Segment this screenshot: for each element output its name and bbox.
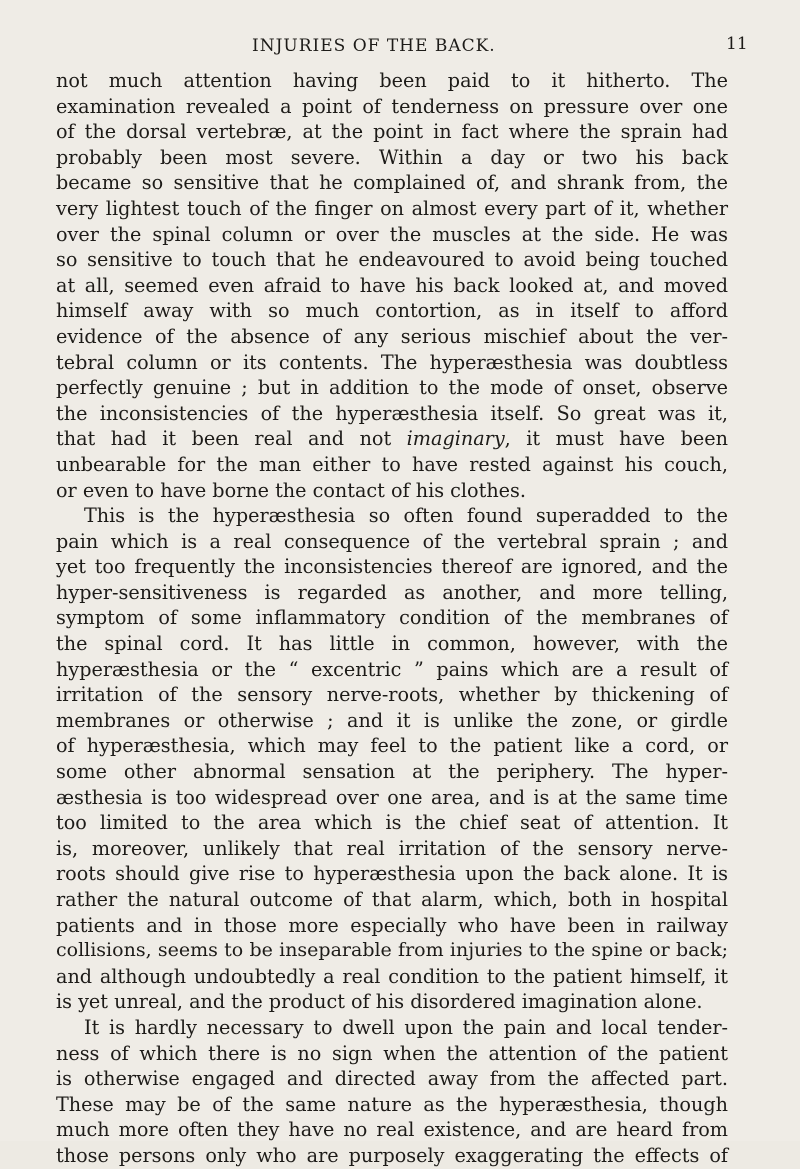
text-line: not much attention having been paid to it hitherto. The (56, 69, 728, 92)
text-line: the spinal cord. It has little in common, however, with the (56, 632, 728, 656)
text-line: patients and in those more especially who have been in railway (56, 913, 728, 937)
text-line: symptom of some inflammatory condition of the membranes of (56, 606, 728, 630)
text-line: æsthesia is too widespread over one area, and is at the same time (56, 785, 728, 809)
text-line: himself away with so much contortion, as in itself to afford (56, 299, 728, 323)
text-line: of the dorsal vertebræ, at the point in fact where the sprain had (56, 120, 728, 144)
text-line: roots should give rise to hyperæsthesia upon the back alone. It is (56, 862, 728, 886)
page-number: 11 (726, 34, 748, 54)
text-line: very lightest touch of the finger on almost every part of it, whether (56, 196, 728, 220)
text-line: This is the hyperæsthesia so often found superadded to the (84, 504, 728, 528)
text-line: These may be of the same nature as the hyperæsthesia, though (56, 1092, 728, 1116)
text-line: ness of which there is no sign when the attention of the patient (56, 1041, 728, 1065)
text-line: that had it been real and not imaginary, it must have been (56, 427, 728, 451)
text-line: unbearable for the man either to have rested against his couch, (56, 452, 728, 476)
text-line: so sensitive to touch that he endeavoured to avoid being touched (56, 248, 728, 272)
text-line: of hyperæsthesia, which may feel to the patient like a cord, or (56, 734, 728, 758)
text-line: much more often they have no real existence, and are heard from (56, 1118, 728, 1142)
text-line: is, moreover, unlikely that real irritation of the sensory nerve- (56, 836, 728, 860)
text-line: hyperæsthesia or the “ excentric ” pains which are a result of (56, 657, 728, 681)
text-line: membranes or otherwise ; and it is unlike the zone, or girdle (56, 708, 728, 732)
text-line: pain which is a real consequence of the vertebral sprain ; and (56, 529, 728, 553)
text-line: collisions, seems to be inseparable from injuries to the spine or back; (56, 939, 728, 962)
emphasis: imaginary (406, 427, 505, 451)
text-line: or even to have borne the contact of his clothes. (56, 478, 526, 502)
text-line: It is hardly necessary to dwell upon the pain and local tender- (84, 1015, 728, 1039)
text-line: yet too frequently the inconsistencies thereof are ignored, and the (56, 555, 728, 579)
text-line: is otherwise engaged and directed away from the affected part. (56, 1067, 728, 1091)
body-text (56, 68, 728, 1169)
text-line: evidence of the absence of any serious mischief about the ver- (56, 324, 728, 348)
text-line: the inconsistencies of the hyperæsthesia itself. So great was it, (56, 401, 728, 425)
text-line: became so sensitive that he complained of, and shrank from, the (56, 171, 728, 195)
text-line: some other abnormal sensation at the periphery. The hyper- (56, 760, 728, 784)
running-header: INJURIES OF THE BACK. (252, 36, 496, 56)
text-line: is yet unreal, and the product of his disordered imagination alone. (56, 990, 703, 1014)
text-line: tebral column or its contents. The hyperæsthesia was doubtless (56, 350, 728, 374)
text-line: those persons only who are purposely exaggerating the effects of (56, 1143, 728, 1167)
text-line: over the spinal column or over the muscles at the side. He was (56, 222, 728, 246)
text-line: hyper-sensitiveness is regarded as another, and more telling, (56, 580, 728, 604)
text-line: and although undoubtedly a real condition to the patient himself, it (56, 964, 728, 988)
text-line: too limited to the area which is the chief seat of attention. It (56, 811, 728, 835)
text-line: rather the natural outcome of that alarm, which, both in hospital (56, 888, 728, 911)
text-line: perfectly genuine ; but in addition to the mode of onset, observe (56, 376, 728, 400)
text-line: at all, seemed even afraid to have his back looked at, and moved (56, 273, 728, 297)
text-line: irritation of the sensory nerve-roots, whether by thickening of (56, 683, 728, 707)
text-line: examination revealed a point of tenderness on pressure over one (56, 94, 728, 118)
text-line: probably been most severe. Within a day or two his back (56, 145, 728, 169)
